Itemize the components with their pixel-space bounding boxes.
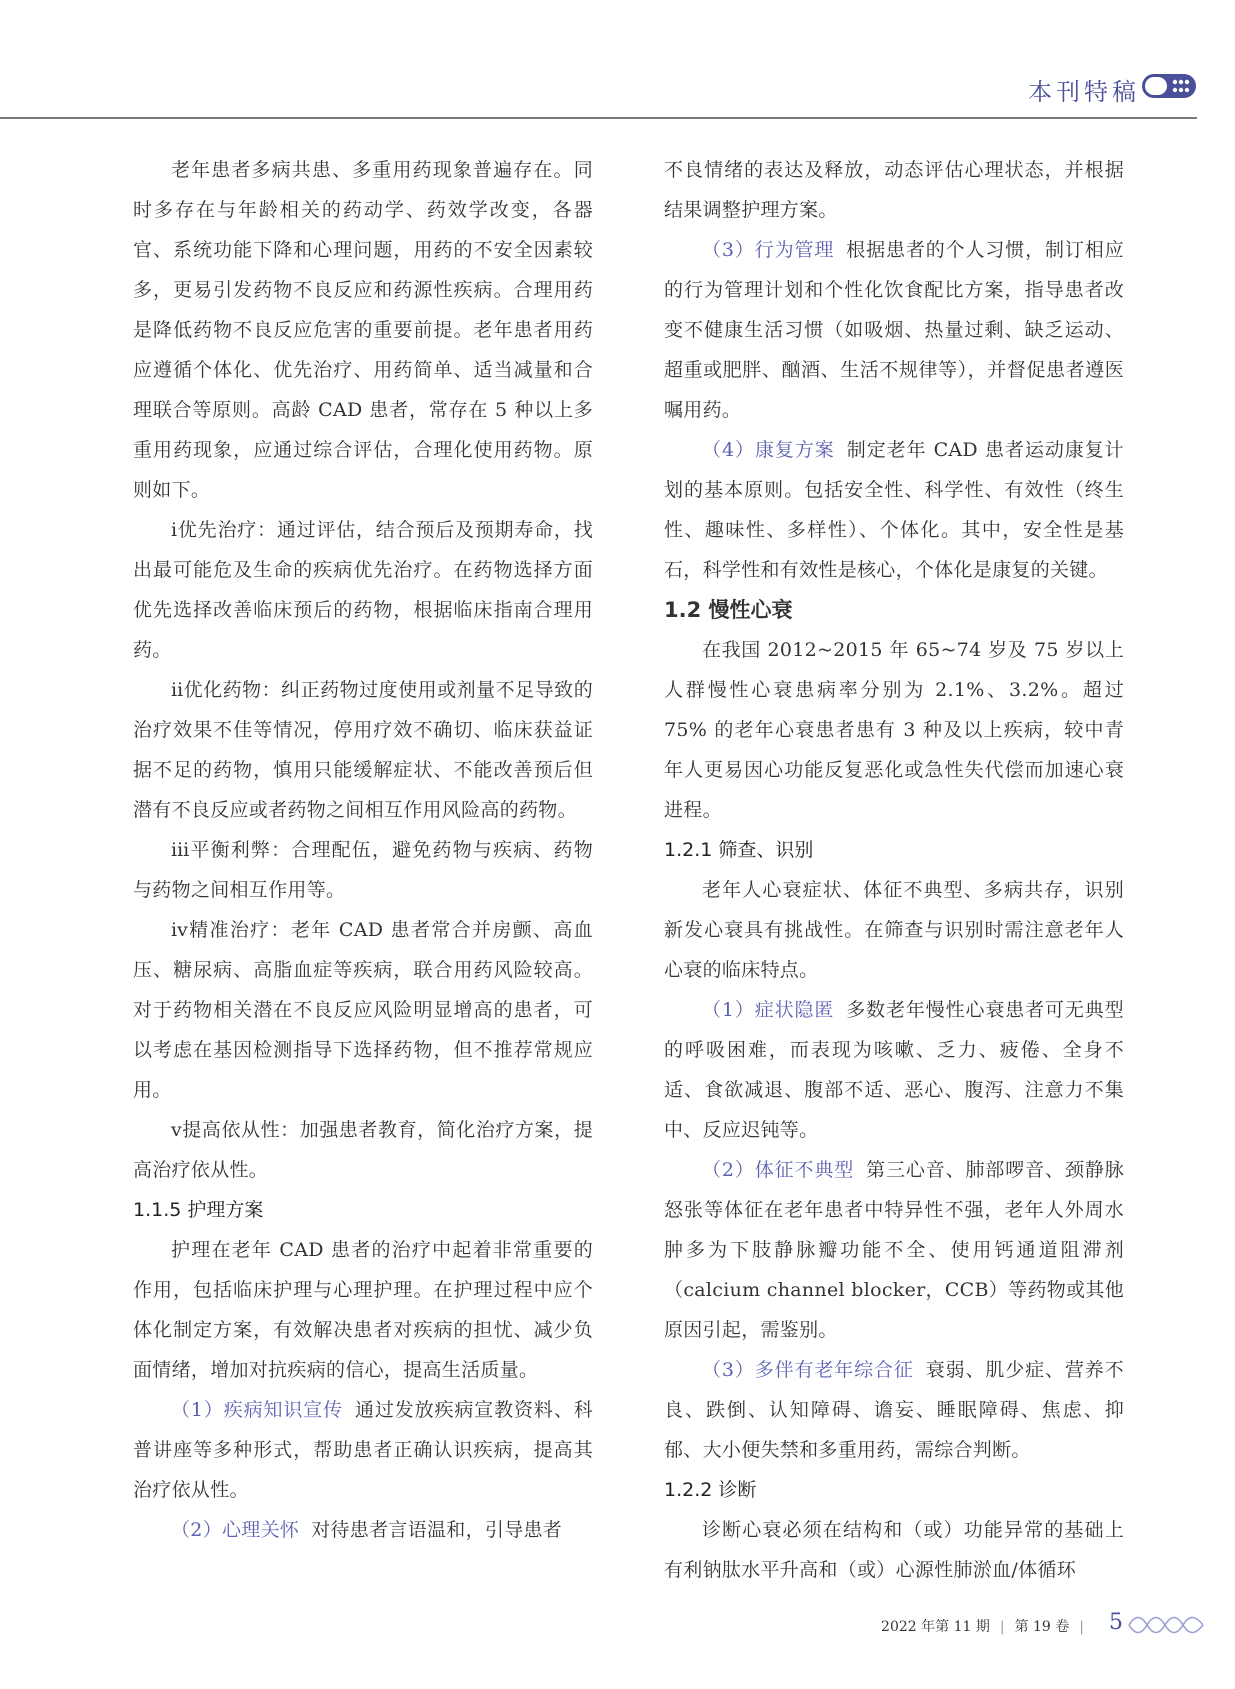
section-title: 本刊特稿: [1028, 78, 1140, 106]
lead-paragraph: [664, 990, 1124, 1150]
lead-paragraph: [133, 1390, 593, 1510]
paragraph-body: 衰弱、肌少症、营养不良、跌倒、认知障碍、谵妄、睡眠障碍、焦虑、抑郁、大小便失禁和多重用药，需综合判断。: [664, 1359, 1124, 1461]
paragraph-body: 根据患者的个人习惯，制订相应的行为管理计划和个性化饮食配比方案，指导患者改变不健康生活习惯（如吸烟、热量过剩、缺乏运动、超重或肥胖、酗酒、生活不规律等），并督促患者遵医嘱用药。: [664, 239, 1124, 421]
paragraph: 老年人心衰症状、体征不典型、多病共存，识别新发心衰具有挑战性。在筛查与识别时需注意老年人心衰的临床特点。: [664, 879, 1124, 981]
paragraph-lead-label: （3）多伴有老年综合征: [702, 1359, 914, 1381]
paragraph-body: 通过发放疾病宣教资料、科普讲座等多种形式，帮助患者正确认识疾病，提高其治疗依从性。: [133, 1399, 593, 1501]
paragraph-lead-label: （4）康复方案: [702, 439, 835, 461]
paragraph-lead-label: （2）心理关怀: [171, 1519, 300, 1541]
page-number: 5: [1109, 1610, 1123, 1635]
paragraph-body: 制定老年 CAD 患者运动康复计划的基本原则。包括安全性、科学性、有效性（终生性、趣味性、多样性）、个体化。其中，安全性是基石，科学性和有效性是核心，个体化是康复的关键。: [664, 439, 1124, 581]
issue-info: 2022 年第 11 期 | 第 19 卷 |: [881, 1619, 1084, 1635]
paragraph: 老年患者多病共患、多重用药现象普遍存在。同时多存在与年龄相关的药动学、药效学改变，各器官、系统功能下降和心理问题，用药的不安全因素较多，更易引发药物不良反应和药源性疾病。合理用药是降低药物不良反应危害的重要前提。老年患者用药应遵循个体化、优先治疗、用药简单、适当减量和合理联合等原则。高龄 CAD 患者，常存在 5 种以上多重用药现象，应通过综合评估，合理化使用药物。原则如下。: [133, 159, 593, 501]
paragraph: 在我国 2012~2015 年 65~74 岁及 75 岁以上人群慢性心衰患病率分别为 2.1%、3.2%。超过 75% 的老年心衰患者患有 3 种及以上疾病，较中青年人更易因心功能反复恶化或急性失代偿而加速心衰进程。: [664, 639, 1124, 821]
paragraph: ⅴ提高依从性：加强患者教育，简化治疗方案，提高治疗依从性。: [133, 1119, 593, 1181]
paragraph: 护理在老年 CAD 患者的治疗中起着非常重要的作用，包括临床护理与心理护理。在护理过程中应个体化制定方案，有效解决患者对疾病的担忧、减少负面情绪，增加对抗疾病的信心，提高生活质量。: [133, 1239, 593, 1381]
paragraph: ⅱ优化药物：纠正药物过度使用或剂量不足导致的治疗效果不佳等情况，停用疗效不确切、临床获益证据不足的药物，慎用只能缓解症状、不能改善预后但潜有不良反应或者药物之间相互作用风险高的药物。: [133, 679, 593, 821]
paragraph: ⅲ平衡利弊：合理配伍，避免药物与疾病、药物与药物之间相互作用等。: [133, 839, 593, 901]
lead-paragraph: [133, 1510, 593, 1550]
page-footer: [0, 1600, 1235, 1660]
paragraph-body: 第三心音、肺部啰音、颈静脉怒张等体征在老年患者中特异性不强，老年人外周水肿多为下肢静脉瓣功能不全、使用钙通道阻滞剂（calcium channel blocker，CCB）等药物或其他原因引起，需鉴别。: [664, 1159, 1124, 1341]
subsection-heading: 1.2.1 筛查、识别: [664, 839, 814, 861]
right-column: [664, 150, 1124, 1590]
header-divider: [0, 117, 1197, 119]
paragraph-body: 对待患者言语温和，引导患者: [311, 1519, 563, 1541]
paragraph-body: 多数老年慢性心衰患者可无典型的呼吸困难，而表现为咳嗽、乏力、疲倦、全身不适、食欲减退、腹部不适、恶心、腹泻、注意力不集中、反应迟钝等。: [664, 999, 1124, 1141]
paragraph: 诊断心衰必须在结构和（或）功能异常的基础上有利钠肽水平升高和（或）心源性肺淤血/体循环: [664, 1519, 1124, 1581]
wave-decoration-icon: [1127, 1614, 1205, 1636]
paragraph-lead-label: （1）症状隐匿: [702, 999, 835, 1021]
continued-paragraph: 不良情绪的表达及释放，动态评估心理状态，并根据结果调整护理方案。: [664, 159, 1124, 221]
lead-paragraph: [664, 430, 1124, 590]
volume-label: 第 19 卷: [1014, 1619, 1070, 1635]
subsection-heading: 1.1.5 护理方案: [133, 1199, 264, 1221]
lead-paragraph: [664, 230, 1124, 430]
paragraph: ⅰ优先治疗：通过评估，结合预后及预期寿命，找出最可能危及生命的疾病优先治疗。在药物选择方面优先选择改善临床预后的药物，根据临床指南合理用药。: [133, 519, 593, 661]
lead-paragraph: [664, 1350, 1124, 1470]
issue-label: 2022 年第 11 期: [881, 1619, 990, 1635]
left-column: [133, 150, 593, 1550]
paragraph-lead-label: （3）行为管理: [702, 239, 835, 261]
paragraph-lead-label: （1）疾病知识宣传: [171, 1399, 344, 1421]
lead-paragraph: [664, 1150, 1124, 1350]
paragraph-lead-label: （2）体征不典型: [702, 1159, 855, 1181]
page-header: [0, 0, 1235, 120]
subsection-heading: 1.2.2 诊断: [664, 1479, 757, 1501]
journal-logo-icon: [1141, 70, 1197, 102]
paragraph: ⅳ精准治疗：老年 CAD 患者常合并房颤、高血压、糖尿病、高脂血症等疾病，联合用药风险较高。对于药物相关潜在不良反应风险明显增高的患者，可以考虑在基因检测指导下选择药物，但不推荐常规应用。: [133, 919, 593, 1101]
section-heading: 1.2 慢性心衰: [664, 598, 793, 622]
